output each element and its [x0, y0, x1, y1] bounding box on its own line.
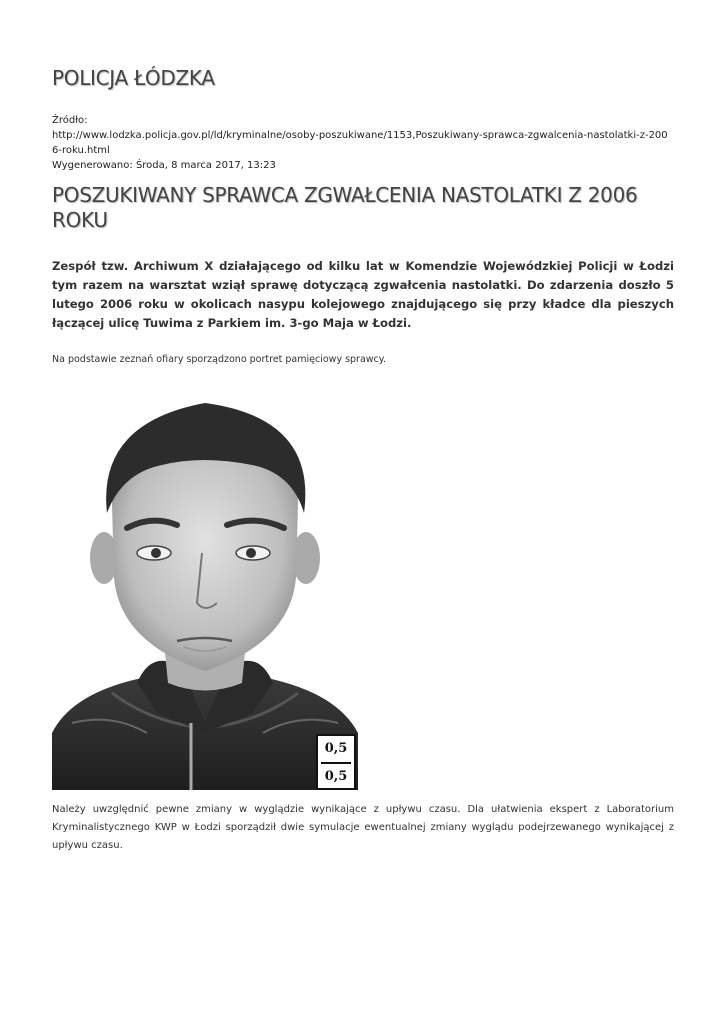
portrait-scale-marker	[316, 734, 356, 790]
scale-top-value: 0,5	[324, 741, 348, 756]
scale-bottom-value: 0,5	[324, 769, 348, 784]
source-url[interactable]: http://www.lodzka.policja.gov.pl/ld/kryminalne/osoby-poszukiwane/1153,Poszukiwany-sprawca-zgwalcenia-nastolatki-z-2006-roku.html	[52, 130, 668, 156]
article-title: POSZUKIWANY SPRAWCA ZGWAŁCENIA NASTOLATKI Z 2006 ROKU	[52, 183, 638, 232]
article-lead: Zespół tzw. Archiwum X działającego od kilku lat w Komendzie Wojewódzkiej Policji w Łodzi tym razem na warsztat wziął sprawę dotyczącą zgwałcenia nastolatki. Do zdarzenia doszło 5 lutego 2006 roku w okolicach nasypu kolejowego znajdującego się przy kładce dla pieszych łączącej ulicę Tuwima z Parkiem im. 3-go Maja w Łodzi.	[52, 259, 674, 330]
generated-date: Wygenerowano: Środa, 8 marca 2017, 13:23	[52, 160, 276, 171]
portrait-note: Na podstawie zeznań ofiary sporządzono portret pamięciowy sprawcy.	[52, 354, 387, 365]
source-label: Źródło:	[52, 115, 88, 126]
article-closing: Należy uwzględnić pewne zmiany w wyglądzie wynikające z upływu czasu. Dla ułatwienia ekspert z Laboratorium Kryminalistycznego KWP w Łodzi sporządził dwie symulacje ewentualnej zmiany wyglądu podejrzewanego wynikającej z upływu czasu.	[52, 804, 674, 851]
site-title: POLICJA ŁÓDZKA	[52, 66, 215, 90]
portrait-sketch-image	[52, 393, 358, 790]
suspect-portrait	[52, 393, 358, 790]
document-meta	[52, 113, 674, 173]
